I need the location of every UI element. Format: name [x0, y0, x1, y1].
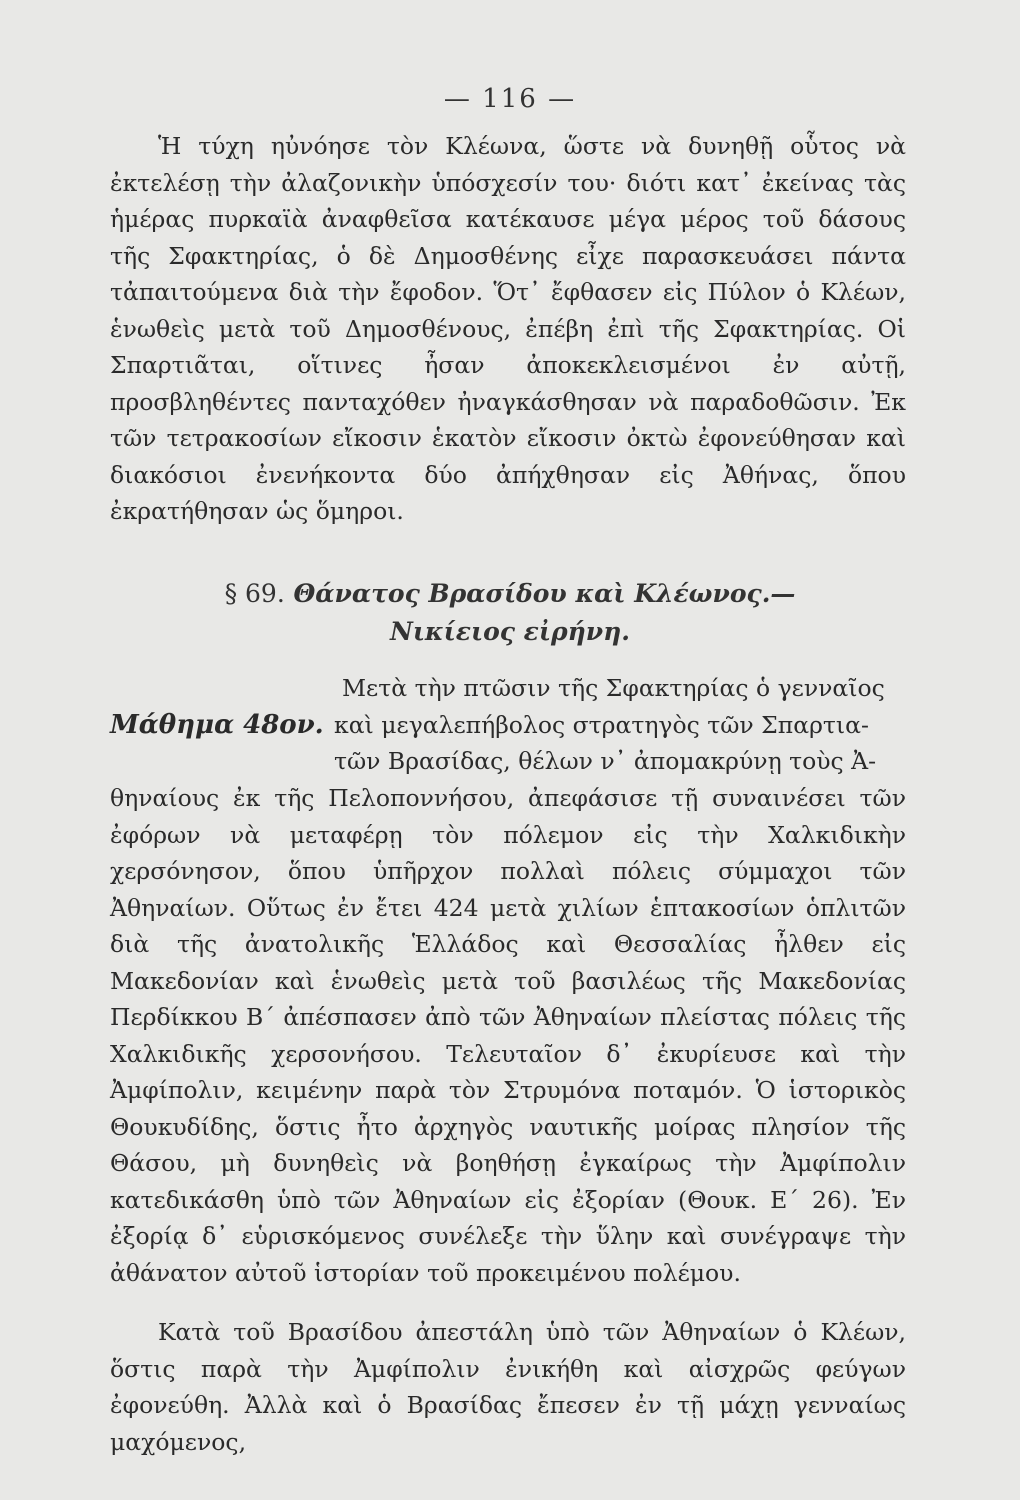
paragraph-2	[110, 780, 906, 1291]
lesson-intro	[110, 670, 906, 780]
lesson-label: Μάθημα 48ον.	[110, 709, 324, 740]
paragraph-1	[110, 128, 906, 530]
lesson-intro-line-2-row	[110, 707, 906, 744]
lesson-intro-line-1: Μετὰ τὴν πτῶσιν τῆς Σφακτηρίας ὁ γενναῖος	[342, 674, 885, 702]
section-title-line-1: Θάνατος Βρασίδου καὶ Κλέωνος.—	[293, 579, 796, 608]
lesson-intro-line-2: καὶ μεγαλεπήβολος στρατηγὸς τῶν Σπαρτια-	[334, 710, 869, 739]
paragraph-3-text: Κατὰ τοῦ Βρασίδου ἀπεστάλη ὑπὸ τῶν Ἀθηναίων ὁ Κλέων, ὅστις παρὰ τὴν Ἀμφίπολιν ἐνικήθη καὶ αἰσχρῶς φεύγων ἐφονεύθη. Ἀλλὰ καὶ ὁ Βρασίδας ἔπεσεν ἐν τῇ μάχῃ γενναίως μαχόμενος,	[110, 1318, 906, 1456]
section-heading	[0, 579, 1020, 608]
page-number: — 116 —	[443, 84, 577, 114]
paragraph-1-text: Ἡ τύχη ηὐνόησε τὸν Κλέωνα, ὥστε νὰ δυνηθῇ οὗτος νὰ ἐκτελέσῃ τὴν ἀλαζονικὴν ὑπόσχεσίν του· διότι κατ᾽ ἐκείνας τὰς ἡμέρας πυρκαϊὰ ἀναφθεῖσα κατέκαυσε μέγα μέρος τοῦ δάσους τῆς Σφακτηρίας, ὁ δὲ Δημοσθένης εἶχε παρασκευάσει πάντα τἀπαιτούμενα διὰ τὴν ἔφοδον. Ὅτ᾽ ἔφθασεν εἰς Πύλον ὁ Κλέων, ἑνωθεὶς μετὰ τοῦ Δημοσθένους, ἐπέβη ἐπὶ τῆς Σφακτηρίας. Οἱ Σπαρτιᾶται, οἵτινες ἦσαν ἀποκεκλεισμένοι ἐν αὐτῇ, προσβληθέντες πανταχόθεν ἠναγκάσθησαν νὰ παραδοθῶσιν. Ἐκ τῶν τετρακοσίων εἴκοσιν ἑκατὸν εἴκοσιν ὀκτὼ ἐφονεύθησαν καὶ διακόσιοι ἐνενήκοντα δύο ἀπήχθησαν εἰς Ἀθήνας, ὅπου ἐκρατήθησαν ὡς ὅμηροι.	[110, 132, 906, 525]
paragraph-2-text: θηναίους ἐκ τῆς Πελοποννήσου, ἀπεφάσισε τῇ συναινέσει τῶν ἐφόρων νὰ μεταφέρῃ τὸν πόλεμον εἰς τὴν Χαλκιδικὴν χερσόνησον, ὅπου ὑπῆρχον πολλαὶ πόλεις σύμμαχοι τῶν Ἀθηναίων. Οὕτως ἐν ἔτει 424 μετὰ χιλίων ἑπτακοσίων ὁπλιτῶν διὰ τῆς ἀνατολικῆς Ἑλλάδος καὶ Θεσσαλίας ἦλθεν εἰς Μακεδονίαν καὶ ἑνωθεὶς μετὰ τοῦ βασιλέως τῆς Μακεδονίας Περδίκκου Β´ ἀπέσπασεν ἀπὸ τῶν Ἀθηναίων πλείστας πόλεις τῆς Χαλκιδικῆς χερσονήσου. Τελευταῖον δ᾽ ἐκυρίευσε καὶ τὴν Ἀμφίπολιν, κειμένην παρὰ τὸν Στρυμόνα ποταμόν. Ὁ ἱστορικὸς Θουκυδίδης, ὅστις ἦτο ἀρχηγὸς ναυτικῆς μοίρας πλησίον τῆς Θάσου, μὴ δυνηθεὶς νὰ βοηθήσῃ ἐγκαίρως τὴν Ἀμφίπολιν κατεδικάσθη ὑπὸ τῶν Ἀθηναίων εἰς ἐξορίαν (Θουκ. Ε´ 26). Ἐν ἐξορίᾳ δ᾽ εὑρισκόμενος συνέλεξε τὴν ὕλην καὶ συνέγραψε τὴν ἀθάνατον αὐτοῦ ἱστορίαν τοῦ προκειμένου πολέμου.	[110, 784, 906, 1287]
section-mark: § 69.	[224, 579, 285, 608]
section-title-line-2: Νικίειος εἰρήνη.	[389, 617, 630, 646]
lesson-intro-line-3: τῶν Βρασίδας, θέλων ν᾽ ἀπομακρύνῃ τοὺς Ἀ-	[334, 747, 877, 775]
paragraph-3	[110, 1314, 906, 1460]
section-heading-line-2	[0, 617, 1020, 646]
